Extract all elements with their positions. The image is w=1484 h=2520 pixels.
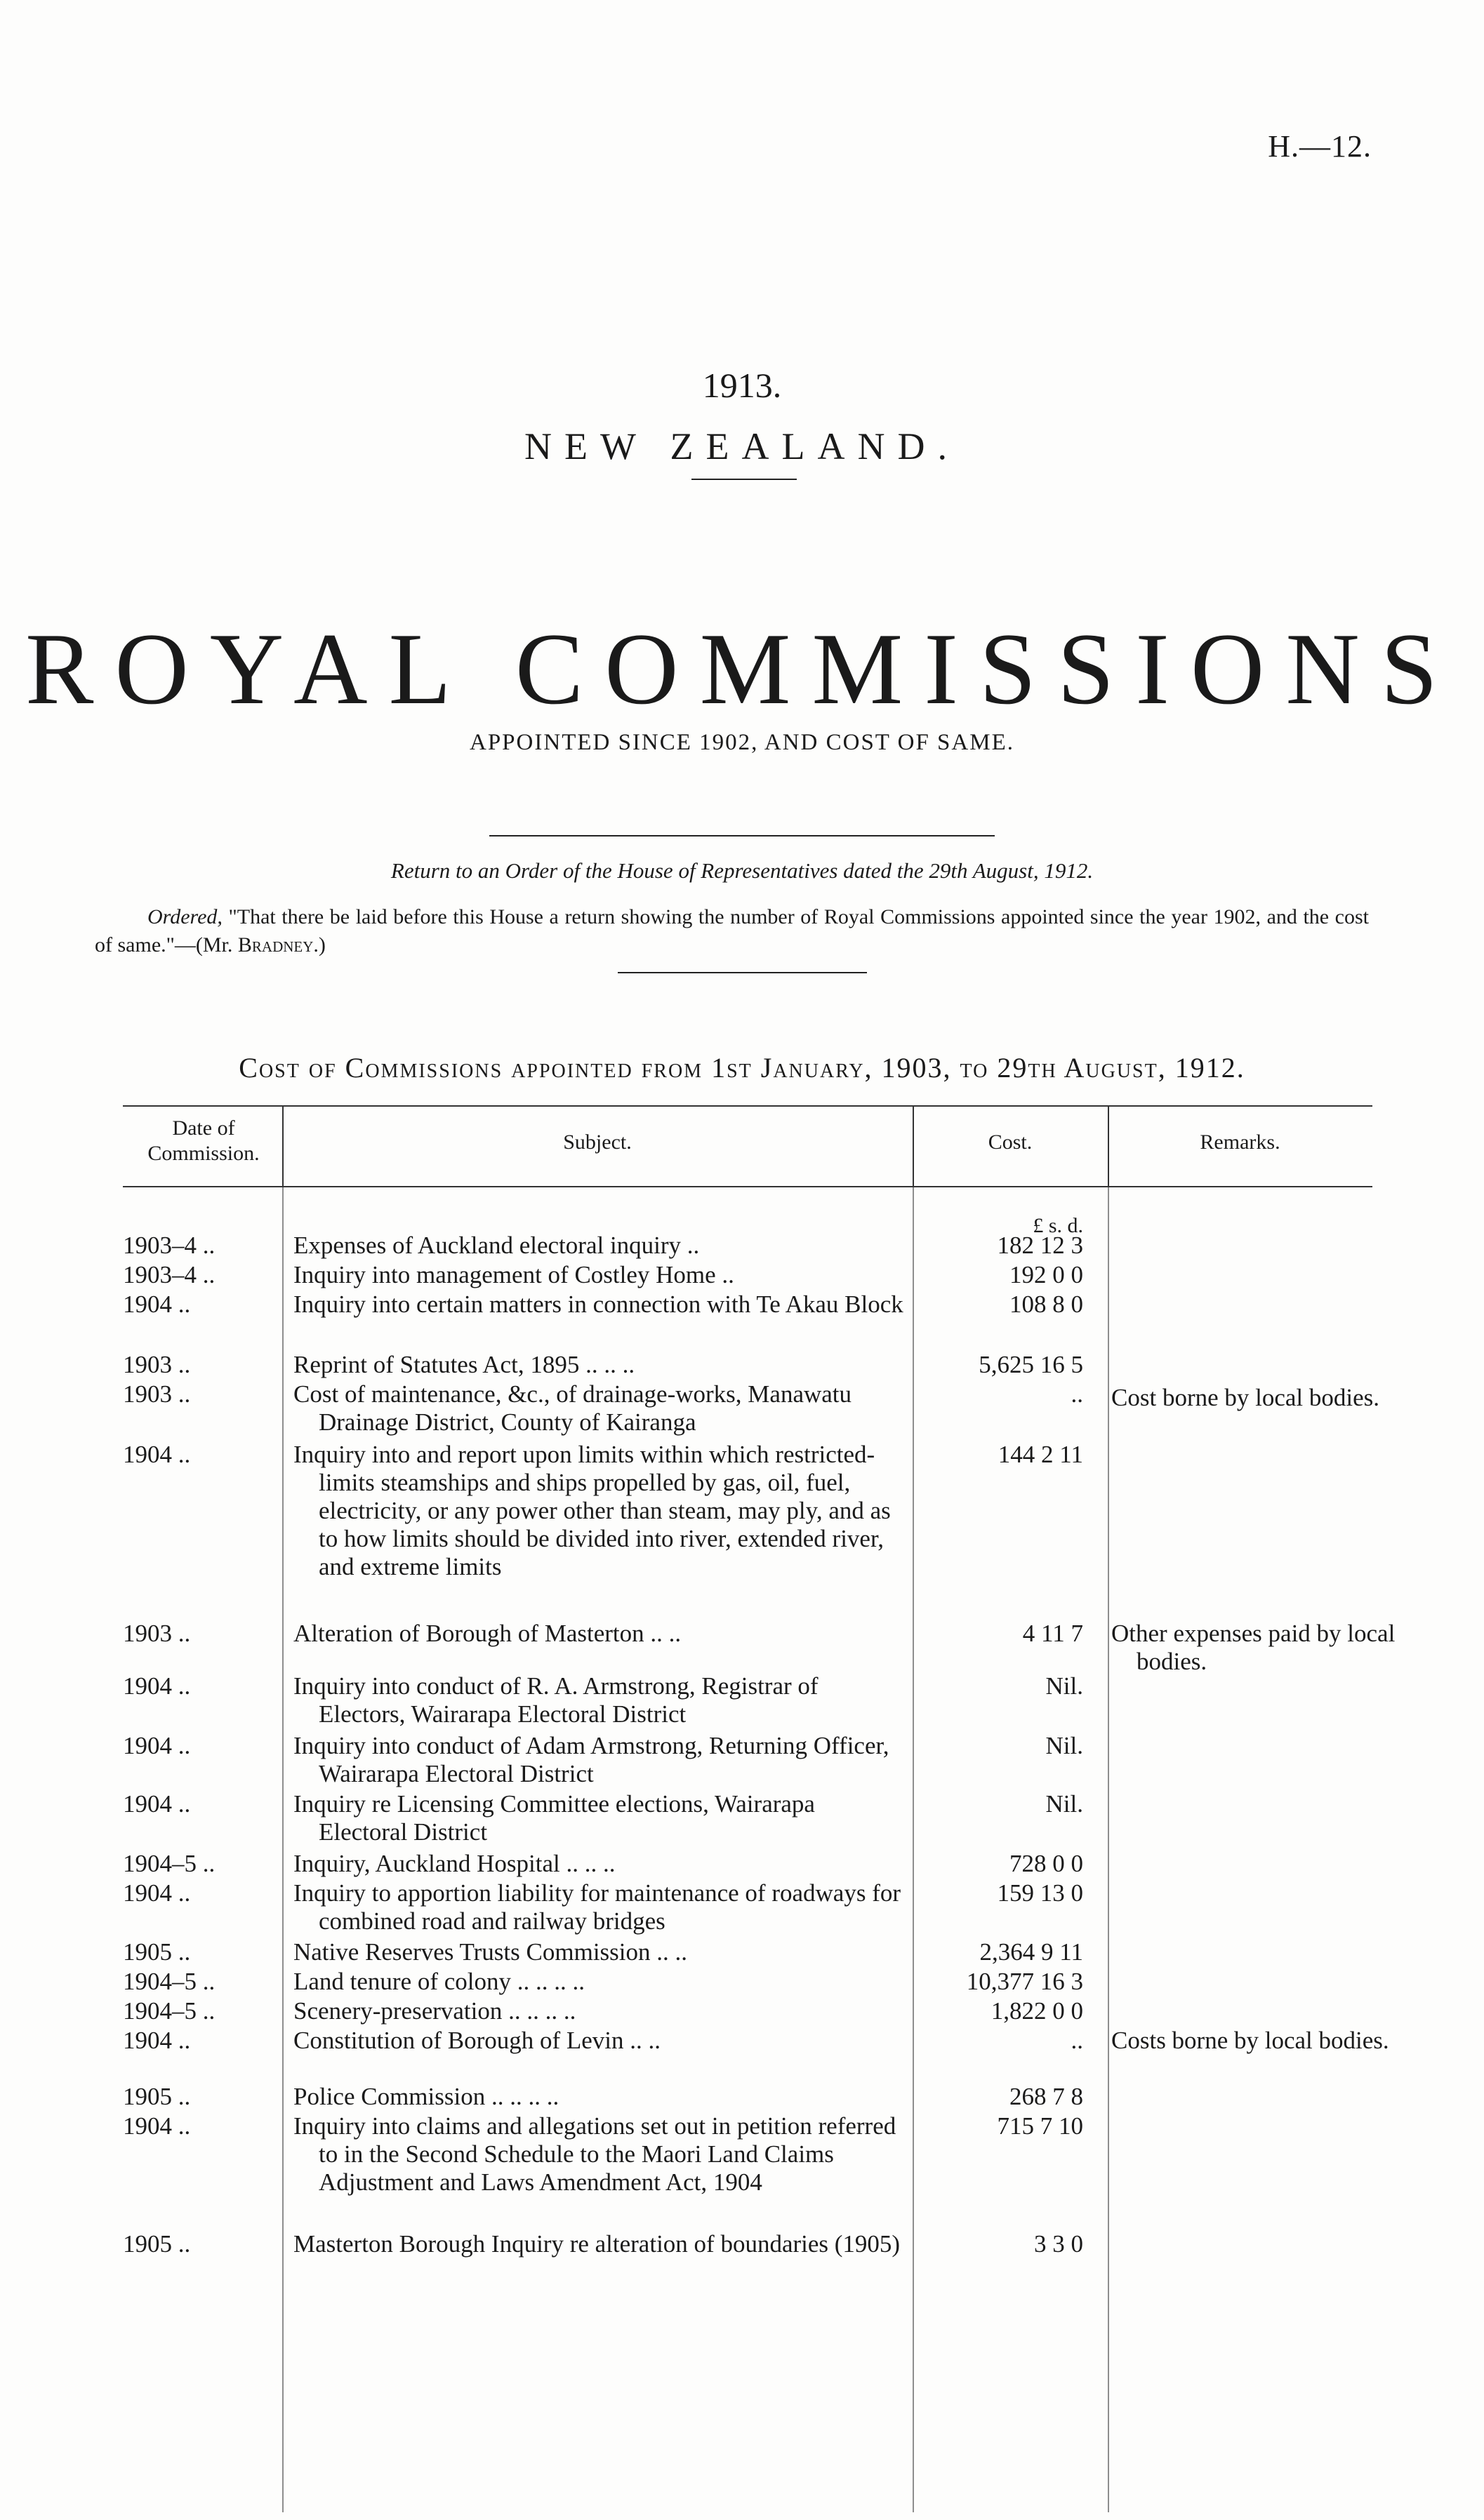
ordered-text: "That there be laid before this House a return showing the number of Royal Commissions appointed since the year 1902, and the cost of same."—(Mr. [95,905,1370,956]
row-cost: 268 7 8 [1009,2083,1083,2110]
row-cost: 192 0 0 [1009,1261,1083,1288]
row-date: 1905 .. [123,1938,191,1966]
preamble-bottom-divider [618,972,867,973]
page-subtitle: APPOINTED SINCE 1902, AND COST OF SAME. [470,730,1014,755]
row-cost: .. [1071,1380,1083,1408]
row-subject: Expenses of Auckland electoral inquiry .. [293,1232,700,1259]
order-paragraph [95,903,1369,959]
row-remarks: Cost borne by local bodies. [1111,1384,1380,1411]
row-date: 1903–4 .. [123,1232,216,1259]
row-subject: Inquiry into claims and allegations set out in petition referred to in the Second Schedule to the Maori Land Claims Adjustment and Laws Amendment Act, 1904 [293,2112,896,2196]
row-subject: Inquiry, Auckland Hospital .. .. .. [293,1850,616,1877]
row-cost: Nil. [1045,1790,1083,1818]
row-subject: Inquiry to apportion liability for maintenance of roadways for combined road and railway bridges [293,1879,901,1935]
document-year: 1913. [702,366,782,405]
row-cost: 10,377 16 3 [966,1968,1083,1995]
row-subject: Police Commission .. .. .. .. [293,2083,559,2110]
row-date: 1904–5 .. [123,1850,216,1877]
column-rule-date [282,1186,284,2512]
row-remarks: Other expenses paid by local bodies. [1111,1620,1396,1675]
row-date: 1905 .. [123,2230,191,2258]
row-cost: Nil. [1045,1672,1083,1700]
row-cost: 2,364 9 11 [979,1938,1083,1966]
row-date: 1904 .. [123,1790,191,1818]
row-cost: .. [1071,2027,1083,2054]
row-date: 1904 .. [123,1291,191,1318]
row-date: 1904 .. [123,2112,191,2140]
heading-divider [691,479,797,480]
ordered-label: Ordered, [147,905,223,928]
table-caption: Cost of Commissions appointed from 1st January, 1903, to 29th August, 1912. [239,1052,1245,1084]
row-date: 1903 .. [123,1351,191,1378]
row-subject: Inquiry into management of Costley Home .. [293,1261,734,1288]
row-subject: Reprint of Statutes Act, 1895 .. .. .. [293,1351,635,1378]
row-cost: 5,625 16 5 [979,1351,1083,1378]
country-heading: NEW ZEALAND. [524,425,960,467]
row-date: 1904 .. [123,1672,191,1700]
row-subject: Inquiry into conduct of Adam Armstrong, Returning Officer, Wairarapa Electoral District [293,1732,889,1787]
column-header-subject: Subject. [563,1131,632,1154]
currency-units: £ s. d. [1033,1214,1083,1237]
row-cost: 1,822 0 0 [991,1997,1083,2025]
row-subject: Inquiry re Licensing Committee elections, Wairarapa Electoral District [293,1790,815,1846]
row-subject: Land tenure of colony .. .. .. .. [293,1968,585,1995]
row-cost: 182 12 3 [997,1232,1083,1259]
return-line: Return to an Order of the House of Representatives dated the 29th August, 1912. [390,858,1094,883]
row-cost: 4 11 7 [1022,1620,1083,1647]
row-cost: 728 0 0 [1009,1850,1083,1877]
row-subject: Masterton Borough Inquiry re alteration of boundaries (1905) [293,2230,901,2258]
row-cost: Nil. [1045,1732,1083,1759]
row-subject: Scenery-preservation .. .. .. .. [293,1997,576,2025]
row-cost: 159 13 0 [997,1879,1083,1907]
row-subject: Inquiry into and report upon limits within which restricted-limits steamships and ships propelled by gas, oil, fuel, electricity, or any power other than steam, may ply, and as to how limits should be divided into river, extended river, and extreme limits [293,1441,891,1580]
row-subject: Alteration of Borough of Masterton .. .. [293,1620,682,1647]
row-subject: Inquiry into conduct of R. A. Armstrong, Registrar of Electors, Wairarapa Electoral District [293,1672,819,1728]
row-subject: Native Reserves Trusts Commission .. .. [293,1938,688,1966]
column-header-cost: Cost. [988,1131,1033,1154]
row-remarks: Costs borne by local bodies. [1111,2027,1389,2054]
row-date: 1903 .. [123,1380,191,1408]
table-top-rule [123,1105,1372,1107]
page-reference: H.—12. [1268,129,1372,164]
column-rule-cost [1108,1186,1109,2512]
preamble-top-divider [489,835,995,836]
row-date: 1904 .. [123,2027,191,2054]
column-header-date: Date of Commission. [147,1116,260,1165]
row-date: 1904–5 .. [123,1997,216,2025]
row-cost: 715 7 10 [997,2112,1083,2140]
row-date: 1903 .. [123,1620,191,1647]
row-cost: 3 3 0 [1034,2230,1083,2258]
row-cost: 108 8 0 [1009,1291,1083,1318]
row-subject: Inquiry into certain matters in connection with Te Akau Block [293,1291,903,1318]
column-header-remarks: Remarks. [1200,1131,1280,1154]
row-date: 1904–5 .. [123,1968,216,1995]
row-date: 1904 .. [123,1441,191,1468]
row-cost: 144 2 11 [998,1441,1083,1468]
row-date: 1904 .. [123,1879,191,1907]
ordered-member: Bradney [237,933,314,956]
row-date: 1904 .. [123,1732,191,1759]
page-title: ROYAL COMMISSIONS [25,612,1459,726]
row-date: 1905 .. [123,2083,191,2110]
ordered-close: .) [313,933,326,956]
row-date: 1903–4 .. [123,1261,216,1288]
row-subject: Cost of maintenance, &c., of drainage-works, Manawatu Drainage District, County of Kairanga [293,1380,852,1436]
table-header-rule [123,1186,1372,1187]
row-subject: Constitution of Borough of Levin .. .. [293,2027,661,2054]
